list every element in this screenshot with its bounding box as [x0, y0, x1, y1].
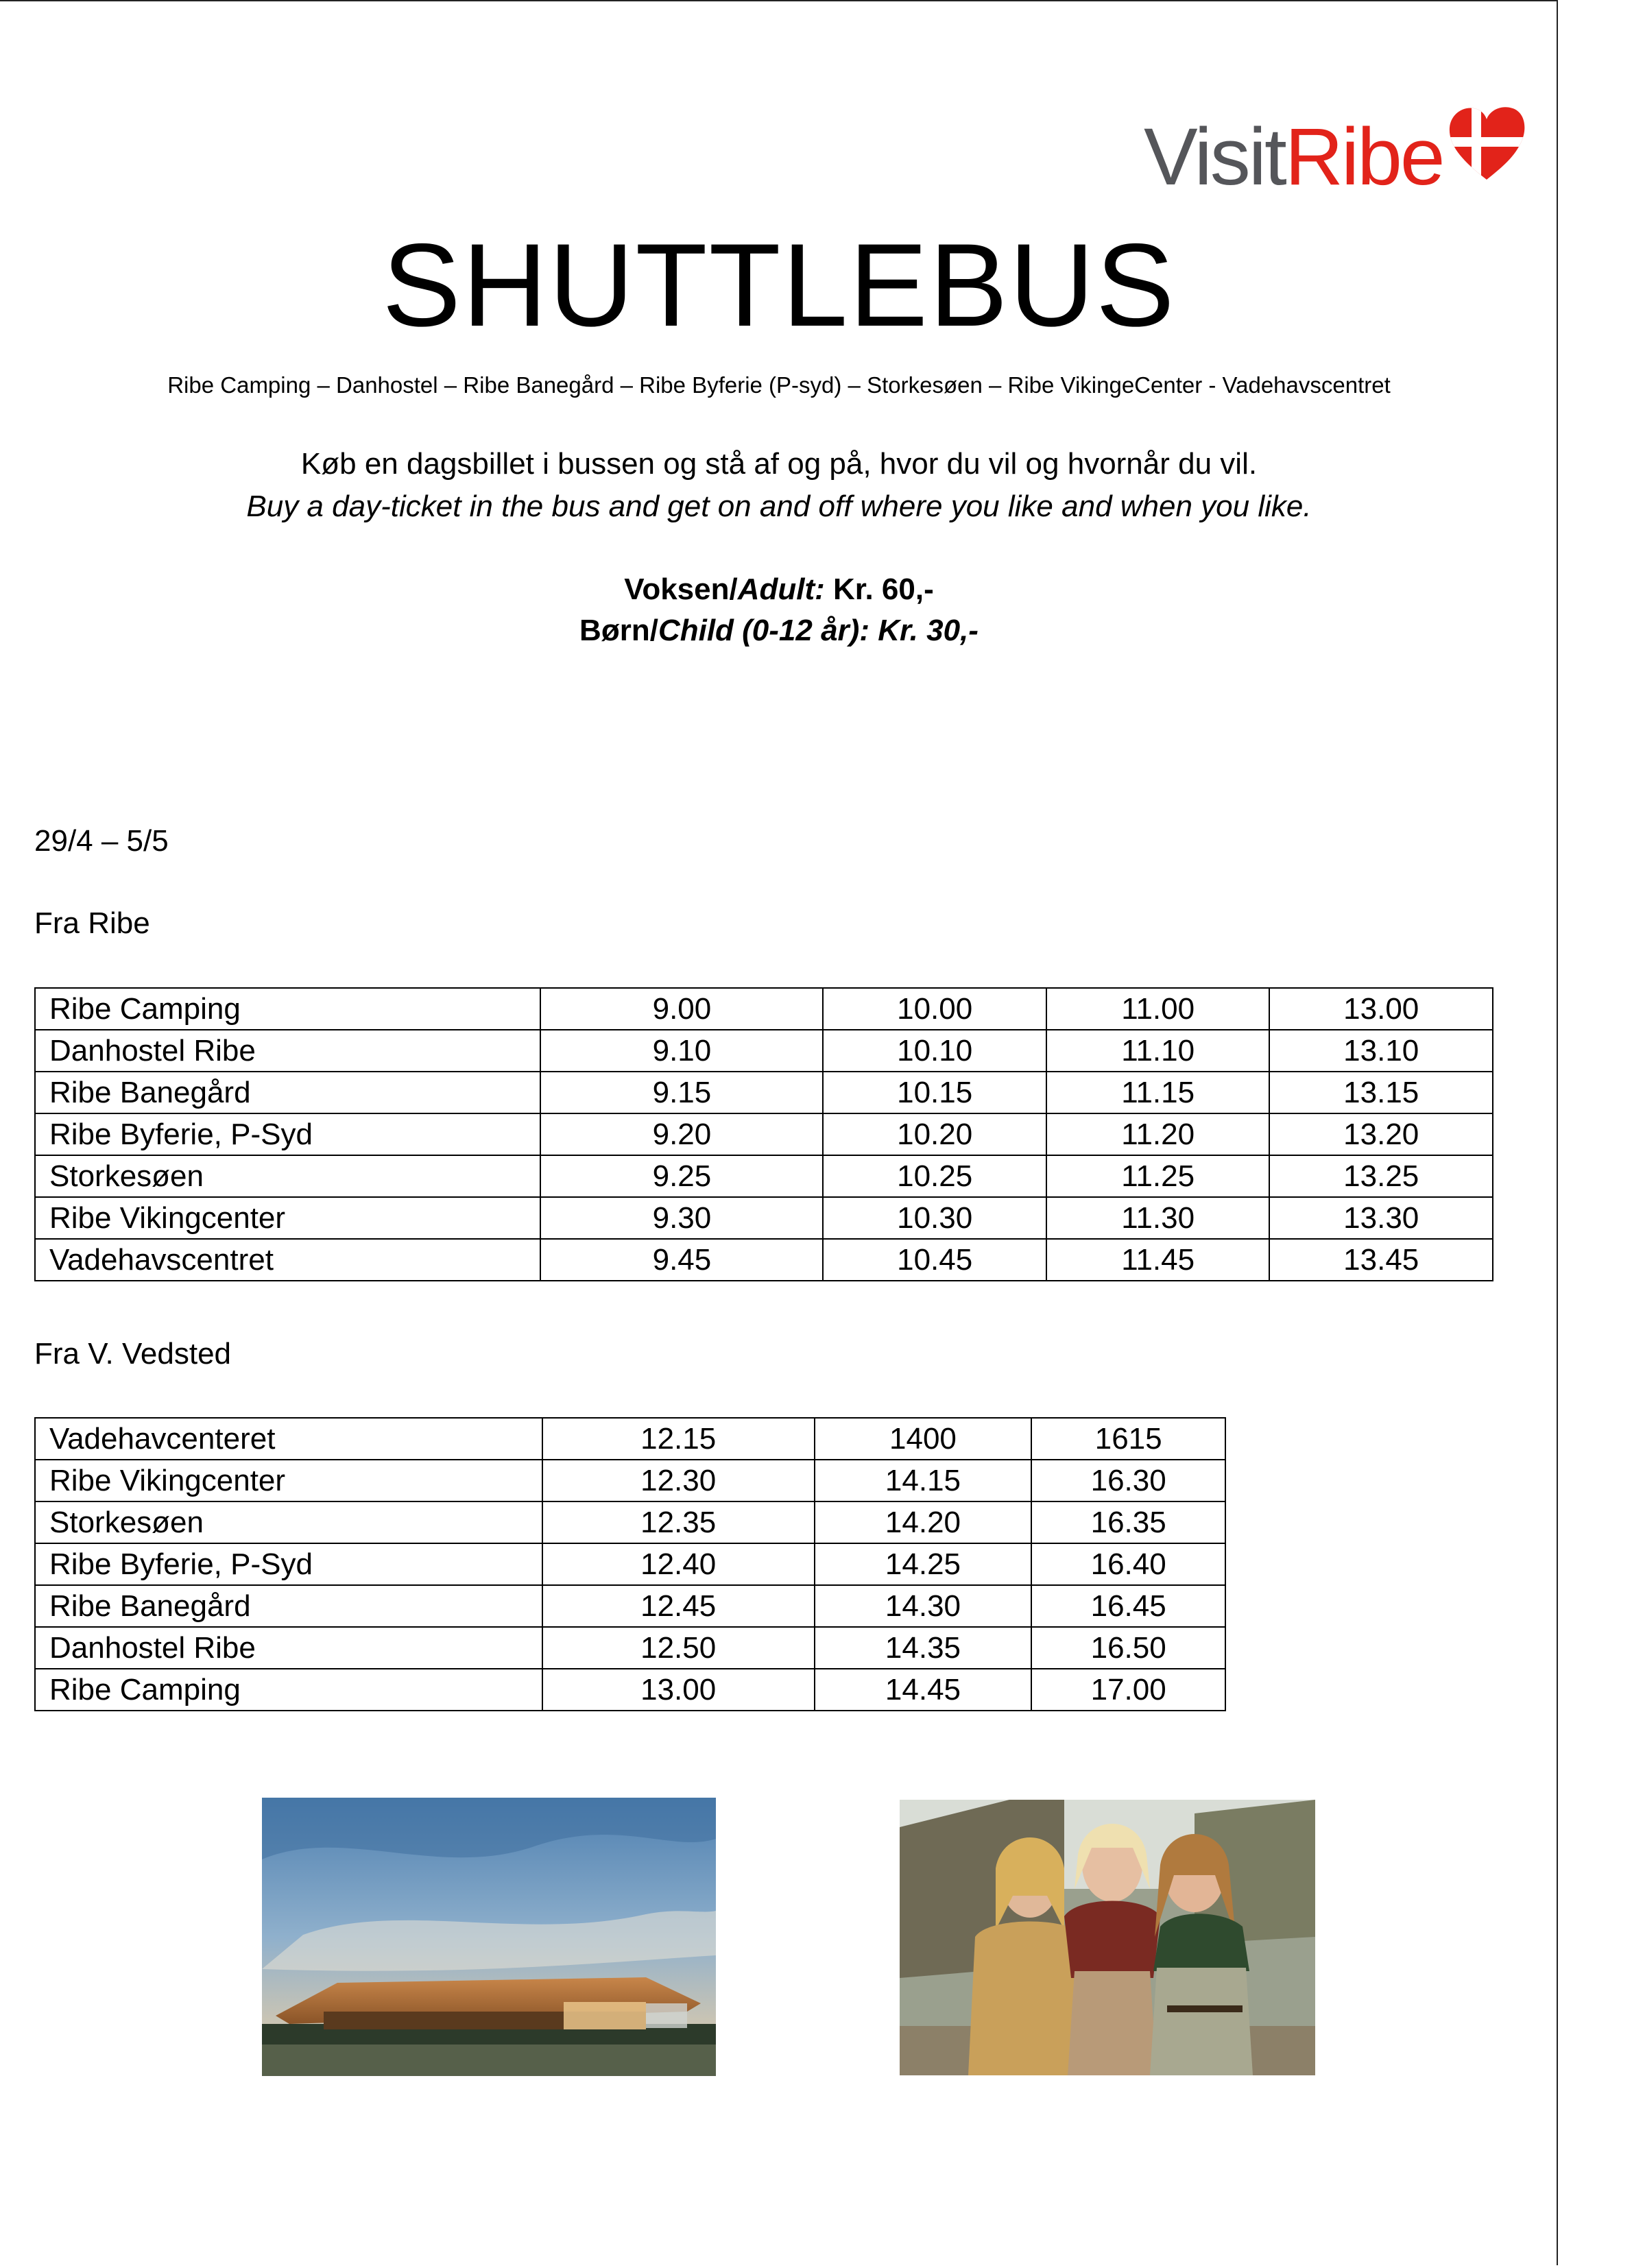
- page-title: SHUTTLEBUS: [382, 219, 1176, 351]
- stop-name: Ribe Banegård: [35, 1585, 542, 1627]
- logo-visit: Visit: [1144, 112, 1285, 202]
- from-ribe-heading: Fra Ribe: [34, 906, 150, 940]
- departure-time: 13.00: [542, 1669, 815, 1711]
- departure-time: 13.20: [1269, 1113, 1493, 1155]
- departure-time: 14.15: [815, 1460, 1032, 1501]
- departure-time: 9.15: [540, 1072, 823, 1113]
- departure-time: 11.15: [1046, 1072, 1270, 1113]
- stop-name: Ribe Banegård: [35, 1072, 540, 1113]
- price-child: [0, 616, 1558, 646]
- departure-time: 12.50: [542, 1627, 815, 1669]
- stop-name: Vadehavscentret: [35, 1239, 540, 1281]
- price-adult: [0, 572, 1558, 606]
- departure-time: 10.45: [823, 1239, 1046, 1281]
- departure-time: 16.40: [1031, 1543, 1225, 1585]
- from-vedsted-row: [35, 1543, 1225, 1585]
- visitribe-logo: [1144, 103, 1528, 206]
- departure-time: 10.20: [823, 1113, 1046, 1155]
- departure-time: 10.15: [823, 1072, 1046, 1113]
- departure-time: 14.20: [815, 1501, 1032, 1543]
- viking-children-image: [900, 1800, 1315, 2075]
- departure-time: 13.15: [1269, 1072, 1493, 1113]
- departure-time: 16.50: [1031, 1627, 1225, 1669]
- wadden-sea-centre-image: [262, 1798, 716, 2076]
- departure-time: 16.35: [1031, 1501, 1225, 1543]
- price-adult-en: Adult:: [737, 572, 825, 606]
- departure-time: 11.45: [1046, 1239, 1270, 1281]
- from-ribe-row: [35, 1239, 1493, 1281]
- from-ribe-row: [35, 1072, 1493, 1113]
- departure-time: 9.30: [540, 1197, 823, 1239]
- from-vedsted-heading: Fra V. Vedsted: [34, 1337, 232, 1371]
- departure-time: 17.00: [1031, 1669, 1225, 1711]
- from-ribe-row: [35, 1197, 1493, 1239]
- logo-wordmark: [1144, 112, 1443, 202]
- departure-time: 13.45: [1269, 1239, 1493, 1281]
- departure-time: 9.20: [540, 1113, 823, 1155]
- departure-time: 10.00: [823, 988, 1046, 1030]
- departure-time: 14.45: [815, 1669, 1032, 1711]
- departure-time: 12.15: [542, 1418, 815, 1460]
- from-vedsted-row: [35, 1460, 1225, 1501]
- from-ribe-timetable: [34, 987, 1493, 1281]
- departure-time: 12.30: [542, 1460, 815, 1501]
- departure-time: 1615: [1031, 1418, 1225, 1460]
- from-ribe-rows: [35, 988, 1493, 1281]
- intro-english: Buy a day-ticket in the bus and get on and off where you like and when you like.: [246, 490, 1312, 523]
- price-adult-amount: Kr. 60,-: [824, 572, 934, 606]
- departure-time: 13.10: [1269, 1030, 1493, 1072]
- from-vedsted-row: [35, 1669, 1225, 1711]
- price-adult-da: Voksen/: [624, 572, 738, 606]
- wadden-sea-centre-photo: [262, 1798, 716, 2076]
- stop-name: Danhostel Ribe: [35, 1627, 542, 1669]
- departure-time: 14.35: [815, 1627, 1032, 1669]
- from-ribe-row: [35, 1030, 1493, 1072]
- stop-name: Ribe Byferie, P-Syd: [35, 1113, 540, 1155]
- stop-name: Storkesøen: [35, 1501, 542, 1543]
- viking-children-photo: [900, 1800, 1315, 2075]
- departure-time: 13.00: [1269, 988, 1493, 1030]
- departure-time: 9.45: [540, 1239, 823, 1281]
- departure-time: 13.30: [1269, 1197, 1493, 1239]
- from-ribe-row: [35, 1113, 1493, 1155]
- departure-time: 16.45: [1031, 1585, 1225, 1627]
- from-vedsted-rows: [35, 1418, 1225, 1711]
- departure-time: 11.25: [1046, 1155, 1270, 1197]
- departure-time: 9.10: [540, 1030, 823, 1072]
- departure-time: 11.20: [1046, 1113, 1270, 1155]
- departure-time: 12.35: [542, 1501, 815, 1543]
- stop-name: Danhostel Ribe: [35, 1030, 540, 1072]
- from-vedsted-row: [35, 1627, 1225, 1669]
- departure-time: 12.45: [542, 1585, 815, 1627]
- from-ribe-row: [35, 1155, 1493, 1197]
- stop-name: Ribe Camping: [35, 988, 540, 1030]
- departure-time: 11.30: [1046, 1197, 1270, 1239]
- stop-name: Ribe Vikingcenter: [35, 1197, 540, 1239]
- price-child-en: Child (0-12 år): Kr. 30,-: [658, 614, 979, 647]
- from-vedsted-row: [35, 1418, 1225, 1460]
- from-vedsted-timetable: [34, 1417, 1226, 1711]
- departure-time: 11.00: [1046, 988, 1270, 1030]
- departure-time: 11.10: [1046, 1030, 1270, 1072]
- departure-time: 10.10: [823, 1030, 1046, 1072]
- departure-time: 14.30: [815, 1585, 1032, 1627]
- price-child-da: Børn/: [579, 614, 658, 647]
- from-ribe-row: [35, 988, 1493, 1030]
- departure-time: 12.40: [542, 1543, 815, 1585]
- route-description: Ribe Camping – Danhostel – Ribe Banegård – Ribe Byferie (P-syd) – Storkesøen – Ribe VikingeCenter - Vadehavscentret: [167, 372, 1391, 398]
- from-vedsted-row: [35, 1585, 1225, 1627]
- period-label: 29/4 – 5/5: [34, 824, 169, 858]
- departure-time: 14.25: [815, 1543, 1032, 1585]
- stop-name: Storkesøen: [35, 1155, 540, 1197]
- departure-time: 13.25: [1269, 1155, 1493, 1197]
- heart-flag-icon: [1445, 103, 1528, 185]
- stop-name: Vadehavcenteret: [35, 1418, 542, 1460]
- intro-danish: Køb en dagsbillet i bussen og stå af og på, hvor du vil og hvornår du vil.: [300, 447, 1258, 481]
- stop-name: Ribe Byferie, P-Syd: [35, 1543, 542, 1585]
- stop-name: Ribe Vikingcenter: [35, 1460, 542, 1501]
- departure-time: 9.25: [540, 1155, 823, 1197]
- departure-time: 1400: [815, 1418, 1032, 1460]
- departure-time: 9.00: [540, 988, 823, 1030]
- departure-time: 10.30: [823, 1197, 1046, 1239]
- departure-time: 16.30: [1031, 1460, 1225, 1501]
- departure-time: 10.25: [823, 1155, 1046, 1197]
- from-vedsted-row: [35, 1501, 1225, 1543]
- stop-name: Ribe Camping: [35, 1669, 542, 1711]
- logo-ribe: Ribe: [1284, 112, 1443, 202]
